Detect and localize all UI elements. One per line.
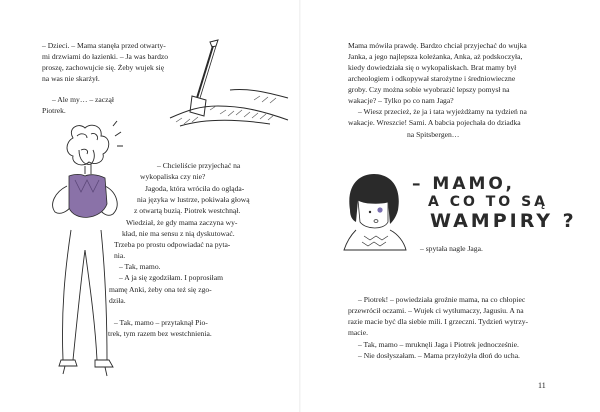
text-line: kiedy dowiedziała się o wykopaliskach. Brat mamy był — [348, 63, 517, 72]
text-line: dziła. — [109, 296, 126, 305]
text-line: mamę Anki, żeby ona też się zgo- — [109, 285, 212, 294]
text-line: mi drzwiami do łazienki. – Ja was bardzo — [42, 52, 169, 61]
text-line: Janka, a jego najlepsza koleżanka, Anka, aż podskoczyła, — [348, 52, 523, 61]
text-line: nia języka w lustrze, pokiwała głową — [137, 195, 250, 204]
text-line: przewrócił oczami. – Wujek ci wytłumaczy, Jagusiu. A na — [348, 306, 524, 315]
text-line: – Tak, mamo. — [119, 262, 161, 271]
text-line: macie. — [348, 328, 369, 337]
text-line: – Dzieci. – Mama stanęła przed otwarty- — [42, 41, 166, 50]
text-line: z otwartą buzią. Piotrek westchnął. — [134, 206, 241, 215]
text-line: – Wiesz przecież, że ja i tata wyjeżdżamy na tydzień na — [358, 107, 527, 116]
mother-illustration — [25, 120, 125, 385]
shovel-in-sand-illustration — [170, 40, 290, 130]
text-line: razie macie być dla siebie mili. I grzeczni. Tydzień wytrzy- — [348, 317, 529, 326]
text-line: wykopaliska czy nie? — [140, 172, 206, 181]
text-line: – A ja się zgodziłam. I poprosiłam — [119, 273, 223, 282]
text-line: – Tak, mamo – przytaknął Pio- — [114, 318, 208, 327]
text-line: nia. — [114, 251, 126, 260]
speech-line: – MAMO, — [412, 174, 515, 194]
text-line: Piotrek. — [42, 106, 66, 115]
text-line: – Tak, mamo – mruknęli Jaga i Piotrek jednocześnie. — [358, 340, 519, 349]
text-line: – Ale my… – zaczął — [52, 95, 114, 104]
text-line: Trzeba po prostu odpowiadać na pyta- — [114, 240, 231, 249]
text-line: kład, nie ma sensu z nią dyskutować. — [122, 229, 235, 238]
text-line: groby. Czy można sobie wyobrazić lepszy pomysł na — [348, 85, 510, 94]
text-line: na Spitsbergen… — [407, 130, 460, 139]
speech-line: A CO TO SĄ — [428, 194, 549, 210]
text-line: Wiedział, że gdy mama zaczyna wy- — [126, 218, 238, 227]
speech-line: WAMPIRY ? — [430, 210, 577, 232]
text-line: Jagoda, która wróciła do ogląda- — [145, 184, 245, 193]
page-gutter — [299, 0, 301, 412]
dialogue-caption: – spytała nagle Jaga. — [420, 244, 483, 253]
page-number: 11 — [538, 381, 546, 390]
girl-illustration — [340, 170, 410, 252]
text-line: trek, tym razem bez westchnienia. — [108, 329, 212, 338]
text-line: – Piotrek! – powiedziała groźnie mama, na co chłopiec — [358, 295, 526, 304]
text-line: proszę, zachowujcie się. Żeby wujek się — [42, 63, 165, 72]
text-line: Mama mówiła prawdę. Bardzo chciał przyjechać do wujka — [348, 41, 527, 50]
text-line: na was nie skarżył. — [42, 74, 100, 83]
text-line: – Nie dosłyszałam. – Mama przyłożyła dłoń do ucha. — [358, 351, 520, 360]
text-line: – Chcieliście przyjechać na — [157, 161, 241, 170]
text-line: wakacje? – Tylko po co nam Jaga? — [348, 96, 454, 105]
text-line: archeologiem i odkopywał starożytne i średniowieczne — [348, 74, 516, 83]
text-line: wakacje. Wreszcie! Sami. A babcia pojechała do dziadka — [348, 118, 521, 127]
